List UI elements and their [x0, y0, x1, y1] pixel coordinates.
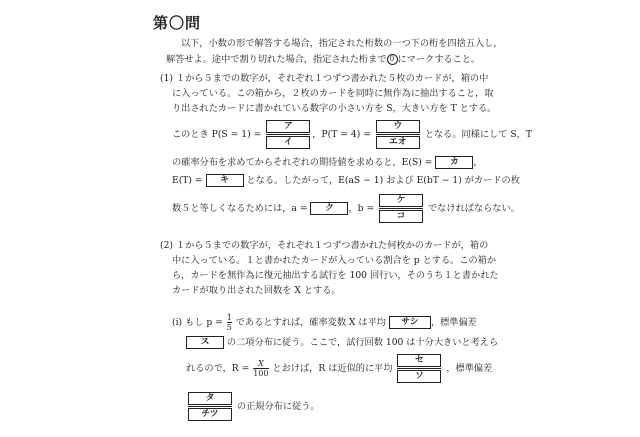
fraction-one-fifth [227, 313, 232, 332]
q2-text-1: １から５までの数字が，それぞれ１つずつ書かれた何枚かのカードが，箱の [175, 240, 489, 251]
fraction-bar [266, 134, 310, 135]
q1-number: (1) [160, 73, 174, 84]
answer-fraction-u-eo [376, 120, 420, 149]
fraction-numerator: 1 [226, 313, 232, 322]
q2-sub-l3-mid: とおけば，R は近似的に平均 [272, 363, 393, 374]
fraction-denominator: 100 [253, 369, 269, 378]
q2-sub-l1-pre: もし p = [185, 317, 223, 328]
fraction-bar [376, 134, 420, 135]
answer-box-sashi[interactable]: サシ [389, 316, 431, 329]
q2-sub-l1-post: ，標準偏差 [430, 317, 477, 328]
answer-box-u[interactable]: ウ [376, 120, 420, 133]
mark-circle: 0 [387, 54, 398, 65]
q1-l6-pre: E(T) = [172, 175, 203, 186]
answer-box-ka[interactable]: カ [435, 156, 473, 169]
q2-sub-number: (i) [172, 317, 183, 328]
q2-sub-line-2 [186, 336, 498, 349]
q1-l5-pre: の確率分布を求めてからそれぞれの期待値を求めると，E(S) = [172, 157, 433, 168]
answer-box-so[interactable]: ソ [397, 370, 441, 383]
answer-box-ta[interactable]: タ [188, 392, 232, 405]
q2-sub-l3-post: ，標準偏差 [446, 363, 493, 374]
answer-box-a[interactable]: ア [266, 120, 310, 133]
q1-line-4 [172, 118, 532, 152]
q1-l4-post: となる。同様にして S，T [424, 129, 532, 140]
q1-line-3: り出されたカードに書かれている数字の小さい方を S，大きい方を T とする。 [172, 103, 497, 114]
q1-line-7 [172, 192, 520, 226]
q1-line-1 [160, 73, 488, 85]
q2-number: (2) [160, 240, 174, 251]
answer-box-ke[interactable]: ケ [379, 194, 423, 207]
answer-box-ko[interactable]: コ [379, 210, 423, 223]
q1-line-6 [172, 174, 520, 187]
fraction-x-over-100 [253, 359, 268, 378]
q2-sub-line-1 [172, 312, 477, 334]
q1-l4-mid: ，P(T = 4) = [312, 129, 371, 140]
fraction-bar [397, 368, 441, 369]
answer-box-ku[interactable]: ク [310, 202, 348, 215]
q2-line-4: カードが取り出された回数を X とする。 [172, 285, 341, 296]
q2-line-1 [160, 240, 488, 252]
intro-line-2 [166, 54, 480, 66]
answer-fraction-a-i [266, 120, 310, 149]
q1-line-5 [172, 156, 483, 169]
answer-box-eo[interactable]: エオ [376, 136, 420, 149]
answer-fraction-ta-chitsu [188, 392, 232, 421]
q2-sub-line-3 [186, 352, 492, 386]
q1-text-1: １から５までの数字が，それぞれ１つずつ書かれた５枚のカードが，箱の中 [175, 73, 489, 84]
intro-line-1: 以下，小数の形で解答する場合，指定された桁数の一つ下の桁を四捨五入し， [181, 38, 503, 49]
answer-box-chitsu[interactable]: チツ [188, 408, 232, 421]
q2-line-3: ら，カードを無作為に復元抽出する試行を 100 回行い，そのうち１と書かれた [172, 270, 499, 281]
fraction-bar [379, 208, 423, 209]
answer-box-i[interactable]: イ [266, 136, 310, 149]
q2-sub-l4-post: の正規分布に従う。 [236, 401, 320, 412]
q2-sub-line-4 [186, 390, 320, 424]
answer-fraction-se-so [397, 354, 441, 383]
q1-l4-pre: このとき P(S = 1) = [172, 129, 262, 140]
q1-l7-post: でなければならない。 [428, 203, 520, 214]
q2-sub-l2-post: の二項分布に従う。ここで，試行回数 100 は十分大きいと考えら [226, 337, 499, 348]
answer-box-se[interactable]: セ [397, 354, 441, 367]
intro-line-2a: 解答せよ。途中で割り切れた場合，指定された桁まで [166, 54, 387, 65]
answer-fraction-ke-ko [379, 194, 423, 223]
q2-sub-l3-pre: れるので，R = [186, 363, 250, 374]
page-title: 第〇問 [153, 14, 202, 32]
q2-sub-l1-mid: であるとすれば，確率変数 X は平均 [235, 317, 386, 328]
intro-line-2b: にマークすること。 [397, 54, 481, 65]
q1-l5-post: ， [473, 157, 483, 168]
q1-l7-mid: ，b = [348, 203, 375, 214]
fraction-bar [188, 406, 232, 407]
answer-box-su[interactable]: ス [186, 336, 224, 349]
fraction-numerator: X [258, 359, 264, 368]
q1-line-2: に入っている。この箱から，２枚のカードを同時に無作為に抽出すること，取 [172, 88, 494, 99]
fraction-denominator: 5 [226, 323, 232, 332]
q1-l6-mid: となる。したがって，E(aS − 1) および E(bT − 1) がカードの枚 [246, 175, 520, 186]
q2-line-2: 中に入っている。１と書かれたカードが入っている割合を p とする。この箱か [172, 255, 497, 266]
answer-box-ki[interactable]: キ [206, 174, 244, 187]
q1-l7-pre: 数５と等しくなるためには，a = [172, 203, 308, 214]
